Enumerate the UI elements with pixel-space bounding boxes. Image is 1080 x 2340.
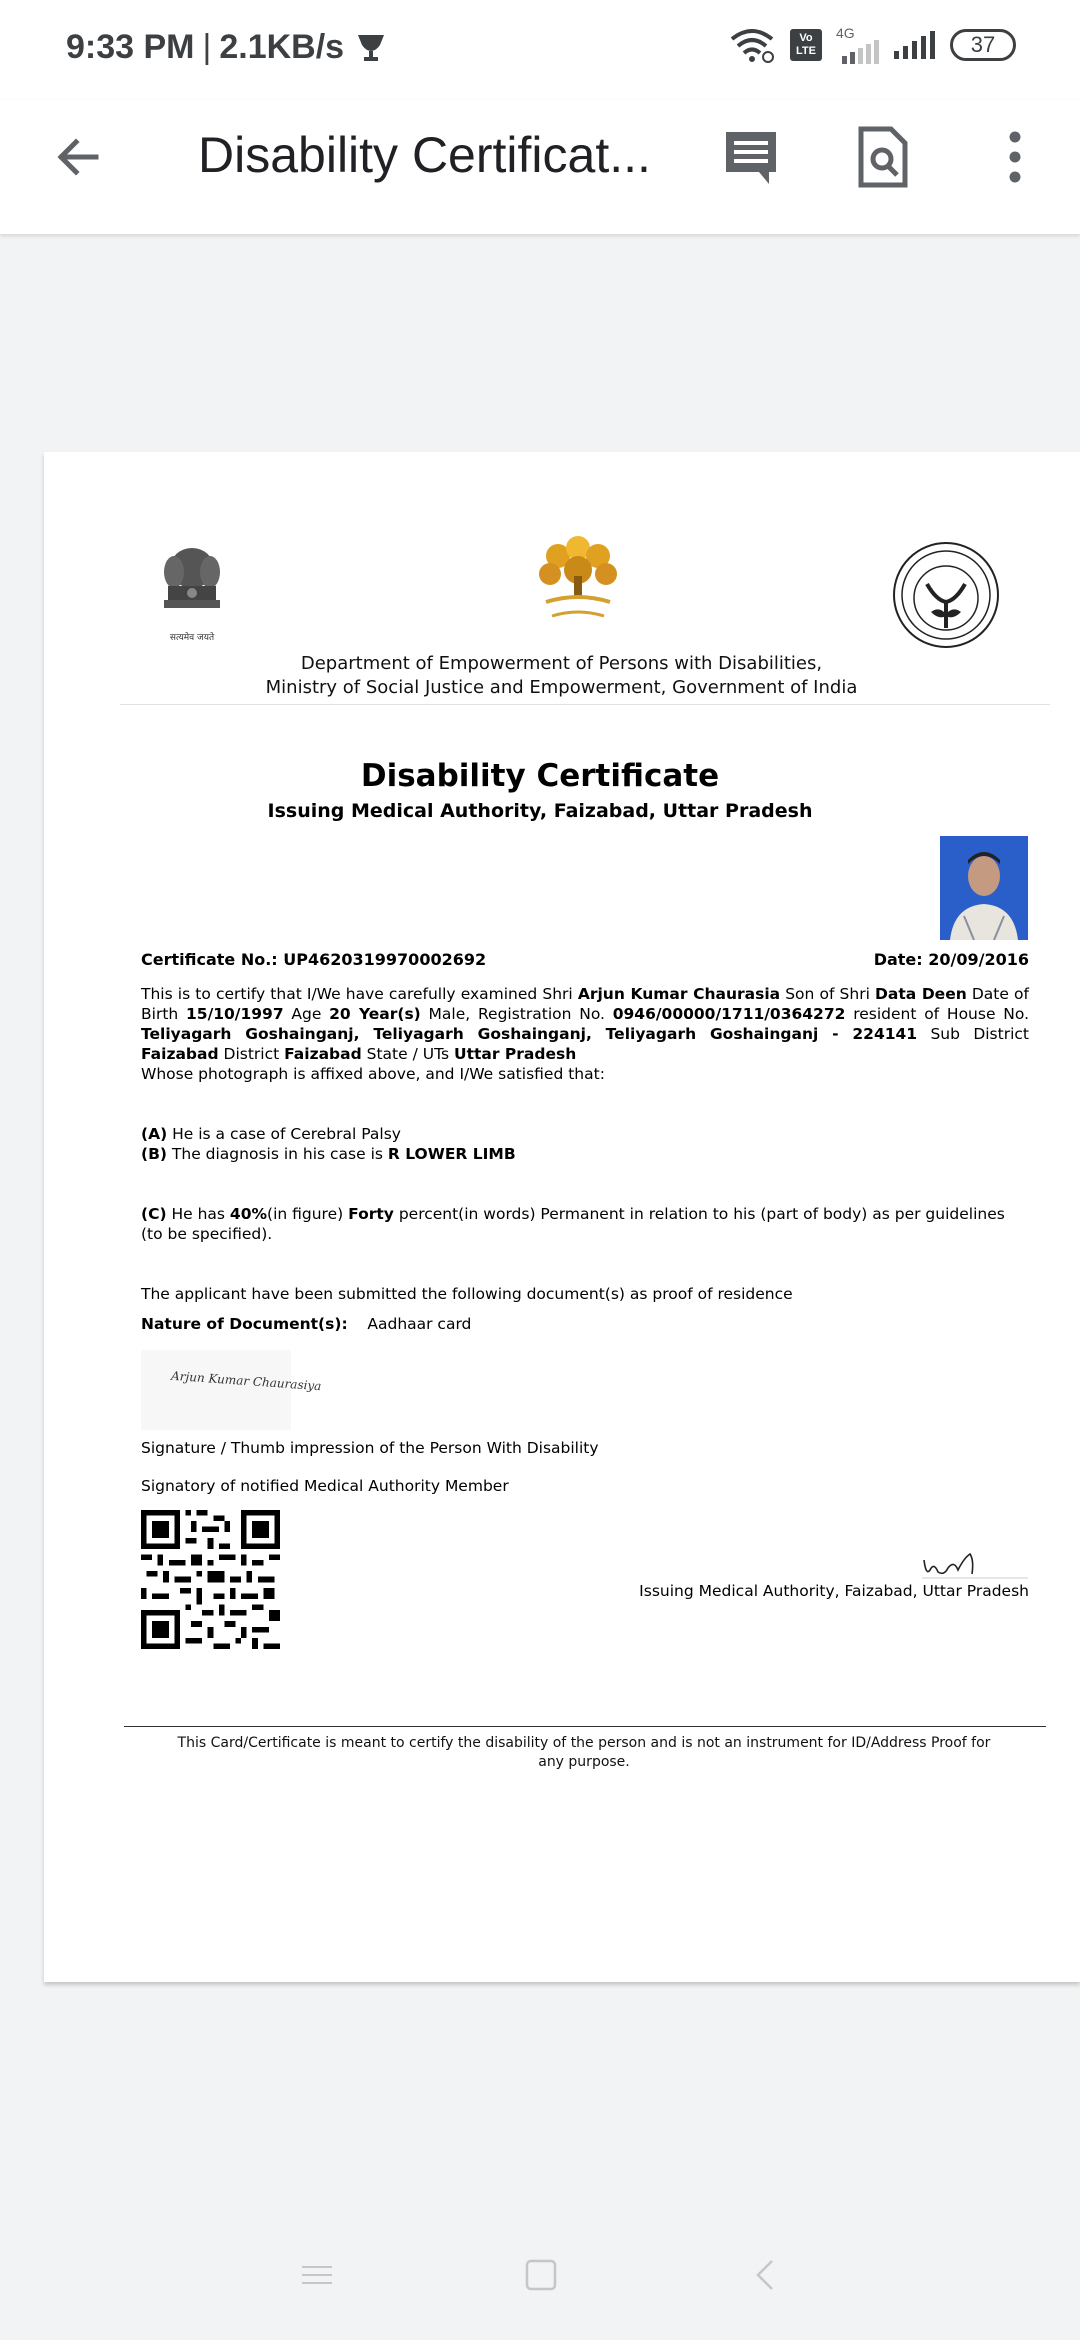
diagnosis-value: R LOWER LIMB [387, 1145, 516, 1163]
case-b-label: (B) [141, 1145, 167, 1163]
district: Faizabad [284, 1045, 362, 1063]
department-header [134, 652, 989, 700]
status-speed: 2.1KB/s [219, 28, 345, 66]
battery-indicator: 37 [950, 29, 1016, 61]
signal-sim1 [836, 26, 880, 64]
intro-text: This is to certify that I/We have carefully examined Shri [141, 985, 578, 1003]
trophy-icon [354, 31, 388, 65]
back-button[interactable] [44, 124, 110, 190]
signature-text: Arjun Kumar Chaurasiya [170, 1368, 322, 1394]
status-time: 9:33 PM [66, 28, 195, 66]
network-type: 4G [836, 25, 855, 41]
footer-divider [124, 1726, 1046, 1727]
applicant-address: Teliyagarh Goshainganj, Teliyagarh Goshainganj, Teliyagarh Goshainganj - 224141 [141, 1025, 918, 1043]
case-c-text: (in figure) [267, 1205, 349, 1223]
status-separator: | [202, 28, 212, 66]
emblem-motto: सत्यमेव जयते [169, 633, 215, 643]
app-bar [0, 100, 1080, 234]
find-in-page-icon [855, 125, 911, 189]
father-name: Data Deen [875, 985, 967, 1003]
document-page[interactable] [44, 452, 1080, 1982]
state: Uttar Pradesh [454, 1045, 577, 1063]
comment-icon [721, 127, 781, 187]
arrow-back-icon [52, 132, 102, 182]
comment-button[interactable] [716, 122, 786, 192]
sugamya-bharat-logo-icon [528, 536, 628, 630]
case-c-label: (C) [141, 1205, 167, 1223]
applicant-signature [141, 1350, 322, 1430]
signature-caption: Signature / Thumb impression of the Person With Disability [141, 1439, 599, 1457]
more-vert-icon [1005, 129, 1025, 185]
home-button[interactable] [520, 2254, 562, 2296]
certificate-subtitle: Issuing Medical Authority, Faizabad, Uttar Pradesh [267, 800, 813, 822]
intro-text: Sub District [917, 1025, 1029, 1043]
case-b-text: The diagnosis in his case is [166, 1145, 388, 1163]
menu-icon [302, 2264, 332, 2286]
nature-value: Aadhaar card [367, 1315, 472, 1333]
volte-badge: Vo LTE [790, 29, 822, 61]
find-in-page-button[interactable] [848, 122, 918, 192]
disability-percent: 40% [229, 1205, 268, 1223]
more-options-button[interactable] [980, 122, 1050, 192]
certificate-date [874, 950, 1029, 970]
certificate-number-label: Certificate No.: [141, 950, 278, 969]
certificate-date-value: 20/09/2016 [928, 950, 1029, 969]
certification-statement [141, 984, 1029, 1084]
home-square-icon [525, 2259, 557, 2291]
intro-text: District [218, 1045, 285, 1063]
signal-full-icon [894, 31, 936, 59]
certificate-number-value: UP4620319970002692 [283, 950, 487, 969]
header-divider [120, 704, 1050, 705]
department-line-2: Ministry of Social Justice and Empowerment, Government of India [265, 677, 858, 698]
wifi-icon [728, 27, 776, 63]
up-government-seal-icon [891, 540, 1001, 650]
intro-text: resident of House No. [845, 1005, 1029, 1023]
status-left [66, 28, 388, 67]
document-title: Disability Certificat... [198, 127, 651, 183]
registration-number: 0946/00000/1711/0364272 [612, 1005, 846, 1023]
status-right [728, 26, 1016, 64]
sub-district: Faizabad [141, 1045, 219, 1063]
system-back-button[interactable] [744, 2254, 786, 2296]
photo-affixed-text: Whose photograph is affixed above, and I/We satisfied that: [141, 1065, 605, 1083]
disability-percent-words: Forty [348, 1205, 394, 1223]
recent-apps-button[interactable] [296, 2254, 338, 2296]
case-a-label: (A) [141, 1125, 168, 1143]
authority-signature [920, 1550, 1030, 1580]
nature-of-document [141, 1314, 1029, 1334]
case-a-text: He is a case of Cerebral Palsy [167, 1125, 401, 1143]
applicant-name: Arjun Kumar Chaurasia [577, 985, 781, 1003]
case-c-text: He has [166, 1205, 230, 1223]
department-line-1: Department of Empowerment of Persons with Disabilities, [300, 653, 823, 674]
navigation-bar [0, 2240, 1080, 2310]
case-c-text: percent(in words) Permanent in relation to his (part of body) as per guidelines (to be specified). [141, 1205, 1005, 1243]
case-b [141, 1144, 1029, 1164]
footer-note: This Card/Certificate is meant to certify the disability of the person and is not an instrument for ID/Address Proof for any purpose. [177, 1735, 991, 1770]
certificate-title: Disability Certificate [360, 758, 720, 794]
intro-text: Age [283, 1005, 330, 1023]
back-triangle-icon [754, 2259, 776, 2291]
date-of-birth: 15/10/1997 [186, 1005, 284, 1023]
nature-label: Nature of Document(s): [141, 1315, 348, 1333]
applicant-photo [940, 836, 1028, 940]
signal-weak-icon [836, 40, 880, 64]
certificate-number [141, 950, 486, 970]
intro-text: Date of Birth [141, 985, 1029, 1023]
signatory-caption: Signatory of notified Medical Authority Member [141, 1477, 509, 1495]
certificate-date-label: Date: [873, 950, 923, 969]
case-a [141, 1124, 1029, 1144]
certificate-number-row [141, 950, 1029, 970]
case-c [141, 1204, 1029, 1244]
status-bar [0, 0, 1080, 100]
intro-text: Son of Shri [780, 985, 876, 1003]
issuing-authority-label: Issuing Medical Authority, Faizabad, Uttar Pradesh [639, 1582, 1029, 1600]
residence-proof-text: The applicant have been submitted the following document(s) as proof of residence [141, 1285, 793, 1303]
intro-text: State / UTs [361, 1045, 454, 1063]
intro-text: Male, Registration No. [420, 1005, 613, 1023]
applicant-age: 20 Year(s) [329, 1005, 421, 1023]
qr-code [141, 1510, 280, 1649]
